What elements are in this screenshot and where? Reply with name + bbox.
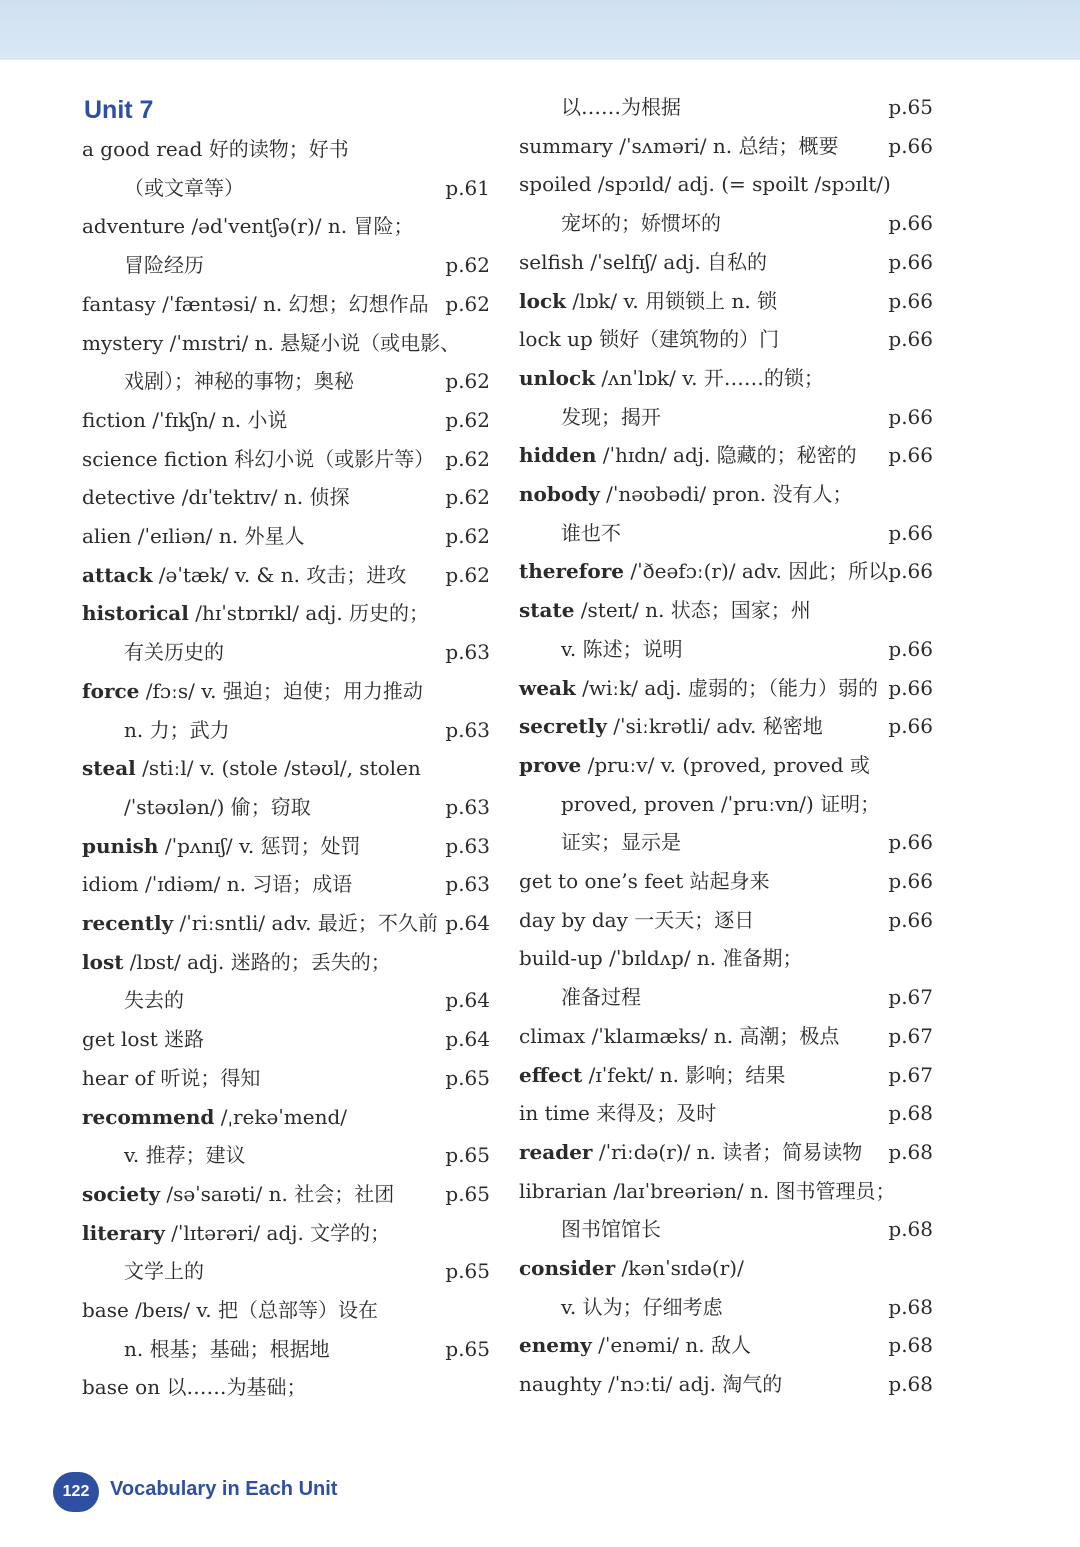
entry-text: v. 认为；仔细考虑 [561, 1294, 723, 1319]
vocabulary-entry-line [82, 401, 490, 440]
entry-text: 发现；揭开 [561, 404, 661, 429]
vocabulary-entry-line [82, 1330, 490, 1369]
headword: attack [82, 562, 153, 587]
entry-page-ref: p.62 [445, 562, 490, 587]
vocabulary-entry-line [519, 1094, 933, 1133]
entry-page-ref: p.66 [888, 636, 933, 661]
vocabulary-entry-line [519, 359, 933, 398]
entry-page-ref: p.66 [888, 675, 933, 700]
entry-page-ref: p.66 [888, 404, 933, 429]
vocabulary-entry-line [82, 1020, 490, 1059]
vocabulary-entry-line [519, 1172, 933, 1211]
vocabulary-entry-line [519, 591, 933, 630]
entry-text: v. 陈述；说明 [561, 636, 683, 661]
vocabulary-entry-line [82, 865, 490, 904]
vocabulary-entry-line [82, 981, 490, 1020]
headword: hidden [519, 443, 597, 468]
entry-page-ref: p.63 [445, 717, 490, 742]
page-number-badge: 122 [53, 1472, 99, 1512]
vocabulary-entry-line [82, 904, 490, 943]
entry-text: n. 力；武力 [124, 717, 230, 742]
entry-text: 以……为根据 [561, 95, 681, 119]
entry-text: day by day 一天天；逐日 [519, 907, 755, 932]
vocabulary-entry-line [519, 320, 933, 359]
vocabulary-entry-line [82, 943, 490, 982]
vocabulary-entry-line [82, 827, 490, 866]
headword: prove [519, 752, 582, 777]
vocabulary-entry-line [82, 285, 490, 324]
entry-page-ref: p.65 [445, 1259, 490, 1284]
vocabulary-entry-line [82, 478, 490, 517]
entry-text: enemy /ˈenəmi/ n. 敌人 [519, 1333, 751, 1358]
vocabulary-entry-line [82, 1175, 490, 1214]
entry-text: climax /ˈklaɪmæks/ n. 高潮；极点 [519, 1023, 840, 1048]
entry-text: base /beɪs/ v. 把（总部等）设在 [82, 1298, 378, 1322]
vocabulary-entry-line [82, 207, 490, 246]
vocabulary-entry-line [519, 862, 933, 901]
entry-page-ref: p.62 [445, 446, 490, 471]
vocabulary-entry-line [519, 630, 933, 669]
entry-text: 准备过程 [561, 985, 641, 1010]
vocabulary-entry-line [519, 1288, 933, 1327]
unit-title: Unit 7 [84, 96, 154, 124]
headword: nobody [519, 482, 600, 506]
entry-page-ref: p.62 [445, 524, 490, 548]
entry-page-ref: p.66 [888, 830, 933, 855]
entry-page-ref: p.64 [445, 911, 490, 935]
vocabulary-entry-line [519, 165, 933, 204]
entry-text: secretly /ˈsiːkrətli/ adv. 秘密地 [519, 714, 823, 739]
vocabulary-entry-line [82, 788, 490, 827]
entry-page-ref: p.66 [888, 520, 933, 545]
vocabulary-entry-line [519, 1249, 933, 1288]
entry-page-ref: p.62 [445, 291, 490, 316]
entry-page-ref: p.68 [888, 1101, 933, 1126]
entry-page-ref: p.66 [888, 714, 933, 739]
vocabulary-entry-line [519, 514, 933, 553]
entry-page-ref: p.66 [888, 249, 933, 274]
entry-page-ref: p.66 [888, 443, 933, 468]
vocabulary-entry-line [519, 127, 933, 166]
entry-page-ref: p.68 [888, 1294, 933, 1319]
entry-text: science fiction 科幻小说（或影片等） [82, 446, 435, 471]
vocabulary-entry-line [82, 1368, 490, 1407]
entry-text: 谁也不 [561, 520, 621, 545]
vocabulary-entry-line [82, 556, 490, 595]
vocabulary-entry-line [82, 749, 490, 788]
vocabulary-entry-line [82, 672, 490, 711]
headword: punish [82, 833, 159, 858]
vocabulary-entry-line [519, 785, 933, 824]
entry-text: state /steɪt/ n. 状态；国家；州 [519, 598, 811, 623]
entry-text: alien /ˈeɪliən/ n. 外星人 [82, 524, 305, 548]
vocabulary-entry-line [519, 978, 933, 1017]
entry-page-ref: p.67 [888, 985, 933, 1010]
headword: recently [82, 911, 174, 935]
vocabulary-entry-line [519, 939, 933, 978]
entry-text: 有关历史的 [124, 640, 224, 665]
vocabulary-entry-line [519, 707, 933, 746]
entry-text: 失去的 [124, 988, 184, 1013]
entry-text: force /fɔːs/ v. 强迫；迫使；用力推动 [82, 678, 423, 703]
entry-page-ref: p.63 [445, 640, 490, 665]
vocabulary-entry-line [82, 1291, 490, 1330]
vocabulary-entry-line [519, 88, 933, 127]
entry-text: lost /lɒst/ adj. 迷路的；丢失的； [82, 949, 391, 974]
vocabulary-entry-line [519, 1056, 933, 1095]
vocabulary-entry-line [519, 243, 933, 282]
entry-text: unlock /ʌnˈlɒk/ v. 开……的锁； [519, 365, 824, 390]
entry-text: consider /kənˈsɪdə(r)/ [519, 1256, 744, 1280]
entry-page-ref: p.66 [888, 907, 933, 932]
vocabulary-entry-line [82, 130, 490, 169]
entry-text: selfish /ˈselfɪʃ/ adj. 自私的 [519, 249, 768, 274]
vocabulary-entry-line [519, 398, 933, 437]
vocabulary-entry-line [519, 475, 933, 514]
entry-page-ref: p.64 [445, 1027, 490, 1052]
vocabulary-entry-line [82, 1136, 490, 1175]
entry-text: summary /ˈsʌməri/ n. 总结；概要 [519, 133, 839, 158]
entry-page-ref: p.68 [888, 1217, 933, 1242]
headword: lock [519, 288, 566, 313]
entry-text: v. 推荐；建议 [124, 1143, 246, 1168]
vocabulary-entry-line [82, 711, 490, 750]
entry-text: spoiled /spɔɪld/ adj. (= spoilt /spɔɪlt/) [519, 172, 891, 197]
headword: effect [519, 1062, 583, 1087]
entry-text: effect /ɪˈfekt/ n. 影响；结果 [519, 1062, 786, 1087]
entry-text: society /səˈsaɪəti/ n. 社会；社团 [82, 1181, 395, 1206]
entry-text: attack /əˈtæk/ v. & n. 攻击；进攻 [82, 562, 407, 587]
vocabulary-entry-line [519, 901, 933, 940]
headword: recommend [82, 1104, 215, 1129]
entry-page-ref: p.66 [888, 133, 933, 158]
entry-text: 戏剧）；神秘的事物；奥秘 [124, 369, 354, 394]
entry-page-ref: p.66 [888, 559, 933, 584]
entry-text: hear of 听说；得知 [82, 1065, 261, 1090]
vocabulary-entry-line [82, 1098, 490, 1137]
entry-page-ref: p.62 [445, 253, 490, 278]
entry-page-ref: p.68 [888, 1333, 933, 1358]
headword: enemy [519, 1333, 592, 1358]
entry-text: n. 根基；基础；根据地 [124, 1336, 330, 1361]
vocabulary-entry-line [519, 1365, 933, 1404]
vocabulary-entry-line [82, 440, 490, 479]
entry-text: /ˈstəʊlən/) 偷；窃取 [124, 794, 311, 819]
entry-text: get to one’s feet 站起身来 [519, 869, 770, 893]
vocabulary-entry-line [519, 823, 933, 862]
entry-page-ref: p.65 [445, 1065, 490, 1090]
entry-text: detective /dɪˈtektɪv/ n. 侦探 [82, 485, 350, 510]
vocabulary-entry-line [82, 169, 490, 208]
entry-text: naughty /ˈnɔːti/ adj. 淘气的 [519, 1372, 783, 1397]
vocabulary-entry-line [82, 517, 490, 556]
entry-text: hidden /ˈhɪdn/ adj. 隐藏的；秘密的 [519, 443, 857, 468]
vocabulary-entry-line [82, 324, 490, 363]
headword: steal [82, 756, 136, 781]
entry-text: mystery /ˈmɪstri/ n. 悬疑小说（或电影、 [82, 330, 461, 355]
entry-text: 宠坏的；娇惯坏的 [561, 211, 721, 236]
headword: therefore [519, 559, 624, 584]
entry-page-ref: p.66 [888, 327, 933, 352]
entry-text: fiction /ˈfɪkʃn/ n. 小说 [82, 407, 288, 432]
entry-text: punish /ˈpʌnɪʃ/ v. 惩罚；处罚 [82, 833, 361, 858]
entry-text: prove /pruːv/ v. (proved, proved 或 [519, 752, 870, 777]
entry-page-ref: p.62 [445, 369, 490, 394]
headword: unlock [519, 365, 596, 390]
entry-text: 图书馆馆长 [561, 1217, 661, 1242]
entry-page-ref: p.64 [445, 988, 490, 1013]
entry-text: recently /ˈriːsntli/ adv. 最近；不久前 [82, 911, 438, 935]
entry-page-ref: p.65 [445, 1336, 490, 1361]
entry-page-ref: p.61 [445, 175, 490, 200]
vocabulary-entry-line [519, 204, 933, 243]
entry-text: 证实；显示是 [561, 830, 681, 855]
entry-text: literary /ˈlɪtərəri/ adj. 文学的； [82, 1220, 391, 1245]
entry-text: therefore /ˈðeəfɔː(r)/ adv. 因此；所以 [519, 559, 889, 584]
entry-page-ref: p.65 [445, 1143, 490, 1168]
vocabulary-entry-line [519, 1210, 933, 1249]
headword: reader [519, 1139, 593, 1164]
vocabulary-entry-line [82, 1059, 490, 1098]
entry-page-ref: p.62 [445, 407, 490, 432]
entry-page-ref: p.67 [888, 1023, 933, 1048]
entry-page-ref: p.66 [888, 288, 933, 313]
entry-page-ref: p.65 [445, 1181, 490, 1206]
headword: consider [519, 1256, 616, 1280]
vocabulary-entry-line [519, 1326, 933, 1365]
vocabulary-entry-line [519, 282, 933, 321]
entry-text: （或文章等） [124, 175, 244, 200]
entry-text: idiom /ˈɪdiəm/ n. 习语；成语 [82, 872, 353, 897]
entry-text: adventure /ədˈventʃə(r)/ n. 冒险； [82, 214, 414, 239]
entry-text: 文学上的 [124, 1259, 204, 1284]
entry-text: get lost 迷路 [82, 1027, 205, 1052]
entry-page-ref: p.62 [445, 485, 490, 510]
vocabulary-entry-line [82, 246, 490, 285]
entry-text: 冒险经历 [124, 253, 204, 278]
headword: lost [82, 949, 124, 974]
entry-text: nobody /ˈnəʊbədi/ pron. 没有人； [519, 482, 853, 506]
entry-text: lock /lɒk/ v. 用锁锁上 n. 锁 [519, 288, 778, 313]
entry-text: weak /wiːk/ adj. 虚弱的；（能力）弱的 [519, 675, 878, 700]
vocabulary-entry-line [519, 746, 933, 785]
entry-page-ref: p.66 [888, 211, 933, 236]
entry-text: proved, proven /ˈpruːvn/) 证明； [561, 791, 881, 816]
headword: literary [82, 1220, 165, 1245]
headword: state [519, 598, 575, 623]
entry-page-ref: p.63 [445, 833, 490, 858]
headword: secretly [519, 714, 607, 739]
entry-text: fantasy /ˈfæntəsi/ n. 幻想；幻想作品 [82, 291, 429, 316]
entry-text: in time 来得及；及时 [519, 1101, 717, 1126]
entry-page-ref: p.65 [888, 95, 933, 119]
vocabulary-entry-line [82, 594, 490, 633]
entry-text: librarian /laɪˈbreəriən/ n. 图书管理员； [519, 1178, 896, 1203]
vocabulary-entry-line [82, 1252, 490, 1291]
vocabulary-entry-line [82, 633, 490, 672]
entry-text: base on 以……为基础； [82, 1375, 307, 1400]
vocabulary-entry-line [82, 1214, 490, 1253]
vocabulary-entry-line [519, 1017, 933, 1056]
entry-page-ref: p.67 [888, 1062, 933, 1087]
headword: weak [519, 675, 576, 700]
entry-text: steal /stiːl/ v. (stole /stəʊl/, stolen [82, 756, 421, 781]
entry-text: recommend /ˌrekəˈmend/ [82, 1104, 348, 1129]
vocabulary-entry-line [519, 1133, 933, 1172]
entry-text: historical /hɪˈstɒrɪkl/ adj. 历史的； [82, 601, 430, 626]
top-color-band [0, 0, 1080, 60]
headword: society [82, 1181, 160, 1206]
vocabulary-entry-line [519, 669, 933, 708]
entry-page-ref: p.63 [445, 872, 490, 897]
headword: force [82, 678, 140, 703]
vocabulary-entry-line [82, 362, 490, 401]
entry-text: a good read 好的读物；好书 [82, 137, 349, 161]
vocabulary-entry-line [519, 552, 933, 591]
entry-text: build-up /ˈbɪldʌp/ n. 准备期； [519, 946, 803, 971]
entry-text: reader /ˈriːdə(r)/ n. 读者；简易读物 [519, 1139, 863, 1164]
entry-page-ref: p.66 [888, 869, 933, 893]
entry-page-ref: p.68 [888, 1139, 933, 1164]
headword: historical [82, 601, 189, 626]
entry-page-ref: p.63 [445, 794, 490, 819]
entry-text: lock up 锁好（建筑物的）门 [519, 327, 780, 352]
footer-section-title: Vocabulary in Each Unit [110, 1478, 338, 1500]
vocabulary-entry-line [519, 436, 933, 475]
entry-page-ref: p.68 [888, 1372, 933, 1397]
